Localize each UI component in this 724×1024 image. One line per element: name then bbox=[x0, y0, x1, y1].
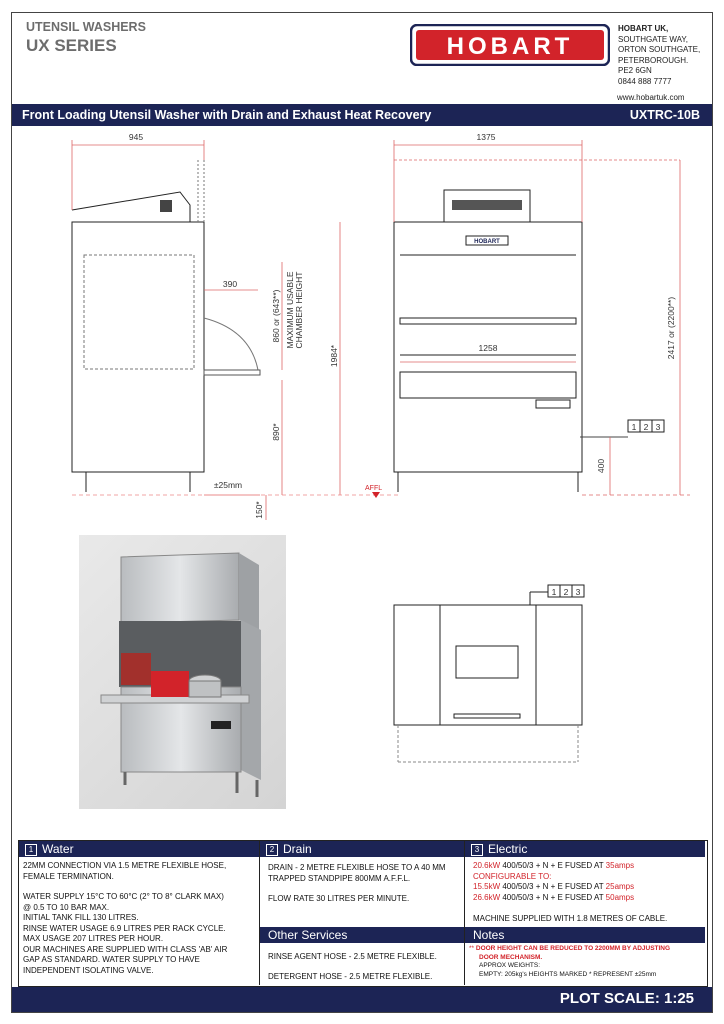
plot-scale-bar bbox=[12, 987, 712, 1012]
electric-mid-3: 400/50/3 + N + E FUSED AT bbox=[500, 892, 606, 902]
address-line: HOBART UK, bbox=[618, 24, 669, 33]
note-door-height: DOOR HEIGHT CAN BE REDUCED TO 2200MM BY ADJUSTING bbox=[475, 945, 671, 952]
electric-title: Electric bbox=[488, 842, 528, 856]
water-line: GAP AS STANDARD. WATER SUPPLY TO HAVE bbox=[23, 955, 200, 964]
dim-front-width: 1375 bbox=[476, 132, 496, 142]
address-line: ORTON SOUTHGATE, bbox=[618, 45, 701, 54]
document-title: Front Loading Utensil Washer with Drain and Exhaust Heat Recovery bbox=[22, 108, 432, 122]
dim-chamber-height: 860 or (643**) bbox=[271, 289, 281, 343]
website-link[interactable]: www.hobartuk.com bbox=[617, 93, 685, 102]
service-tag: 2 bbox=[563, 587, 569, 597]
side-view bbox=[72, 160, 260, 492]
plan-view bbox=[394, 592, 582, 762]
electric-mid-1: 400/50/3 + N + E FUSED AT bbox=[500, 861, 606, 870]
address-line: 0844 888 7777 bbox=[618, 76, 672, 86]
drain-title: Drain bbox=[283, 842, 312, 856]
water-line: WATER SUPPLY 15°C TO 60°C (2° TO 8° CLARK MAX) bbox=[23, 892, 224, 901]
weights-label: APPROX WEIGHTS: bbox=[479, 962, 541, 969]
note-door-mechanism: DOOR MECHANISM. bbox=[479, 953, 543, 961]
water-number: 1 bbox=[25, 844, 37, 856]
electric-specs bbox=[473, 861, 705, 925]
drain-line: DRAIN - 2 METRE FLEXIBLE HOSE TO A 40 MM bbox=[268, 863, 446, 872]
dim-foot-adjust: ±25mm bbox=[213, 480, 243, 490]
other-services-title: Other Services bbox=[268, 928, 348, 942]
other-line: DETERGENT HOSE - 2.5 METRE FLEXIBLE. bbox=[268, 972, 433, 981]
dim-side-width: 945 bbox=[128, 132, 144, 142]
service-tag: 2 bbox=[643, 422, 649, 432]
electric-amps-1: 35amps bbox=[605, 861, 635, 870]
address-line: SOUTHGATE WAY, bbox=[618, 34, 688, 44]
drain-line: TRAPPED STANDPIPE 800MM A.F.F.L. bbox=[268, 873, 411, 883]
affl-marker: AFFL bbox=[365, 485, 383, 492]
other-services-specs bbox=[268, 947, 462, 987]
notes-content bbox=[469, 945, 705, 979]
water-line: 22MM CONNECTION VIA 1.5 METRE FLEXIBLE HOSE, bbox=[23, 861, 227, 870]
water-line: FEMALE TERMINATION. bbox=[23, 871, 114, 881]
front-brand-badge: HOBART bbox=[474, 239, 500, 245]
dim-door-depth: 390 bbox=[222, 279, 238, 289]
water-header bbox=[19, 841, 259, 857]
drain-header bbox=[260, 841, 464, 857]
electric-kw-2: 15.5kW bbox=[473, 882, 501, 891]
dim-rack-height: 890* bbox=[271, 423, 281, 441]
electric-kw-1: 20.6kW bbox=[473, 861, 501, 870]
logo-text: HOBART bbox=[446, 33, 574, 60]
note-prefix: ** bbox=[469, 945, 475, 952]
water-title: Water bbox=[42, 842, 74, 856]
drain-number: 2 bbox=[266, 844, 278, 856]
water-line: OUR MACHINES ARE SUPPLIED WITH CLASS 'AB' AIR bbox=[23, 944, 228, 954]
drain-line: FLOW RATE 30 LITRES PER MINUTE. bbox=[268, 894, 410, 903]
water-line: RINSE WATER USAGE 6.9 LITRES PER RACK CYCLE. bbox=[23, 923, 226, 933]
series-title: UX SERIES bbox=[26, 36, 117, 55]
dim-front-inner: 1258 bbox=[478, 343, 498, 353]
dim-overall-height: 2417 or (2200**) bbox=[666, 296, 676, 360]
electric-amps-3: 50amps bbox=[605, 892, 635, 902]
electric-header bbox=[465, 841, 705, 857]
front-view bbox=[394, 190, 628, 492]
notes-title: Notes bbox=[473, 928, 505, 942]
electric-kw-3: 26.6kW bbox=[473, 892, 501, 902]
chamber-label-1: MAXIMUM USABLE bbox=[285, 271, 295, 349]
electric-amps-2: 25amps bbox=[605, 882, 635, 891]
service-tag: 1 bbox=[551, 587, 557, 597]
water-line: INITIAL TANK FILL 130 LITRES. bbox=[23, 913, 139, 922]
electric-cable: MACHINE SUPPLIED WITH 1.8 METRES OF CABLE. bbox=[473, 914, 668, 923]
category-title: UTENSIL WASHERS bbox=[26, 20, 146, 34]
model-code: UXTRC-10B bbox=[629, 108, 700, 122]
chamber-label-2: CHAMBER HEIGHT bbox=[294, 271, 304, 349]
water-specs bbox=[23, 861, 259, 976]
plot-scale: PLOT SCALE: 1:25 bbox=[559, 990, 694, 1007]
service-tag: 1 bbox=[631, 422, 637, 432]
dim-service-height: 400 bbox=[596, 458, 606, 474]
electric-configurable: CONFIGURABLE TO: bbox=[473, 871, 552, 881]
water-line: MAX USAGE 207 LITRES PER HOUR. bbox=[23, 934, 164, 943]
water-line: INDEPENDENT ISOLATING VALVE. bbox=[23, 965, 154, 975]
weights-value: EMPTY: 205kg's HEIGHTS MARKED * REPRESENT ±25mm bbox=[479, 970, 657, 978]
notes-header bbox=[465, 927, 705, 943]
electric-number: 3 bbox=[471, 844, 483, 856]
other-line: RINSE AGENT HOSE - 2.5 METRE FLEXIBLE. bbox=[268, 952, 437, 961]
product-photo bbox=[79, 535, 286, 809]
address-line: PE2 6GN bbox=[618, 66, 652, 75]
electric-mid-2: 400/50/3 + N + E FUSED AT bbox=[500, 882, 606, 891]
drain-specs bbox=[268, 863, 462, 905]
service-tag: 3 bbox=[655, 422, 661, 432]
dim-total-height: 1984* bbox=[329, 344, 339, 368]
address-line: PETERBOROUGH. bbox=[618, 55, 689, 65]
dim-below-floor: 150* bbox=[254, 501, 264, 519]
water-line: @ 0.5 TO 10 BAR MAX. bbox=[23, 902, 110, 912]
other-services-header bbox=[260, 927, 464, 943]
service-tag: 3 bbox=[575, 587, 581, 597]
